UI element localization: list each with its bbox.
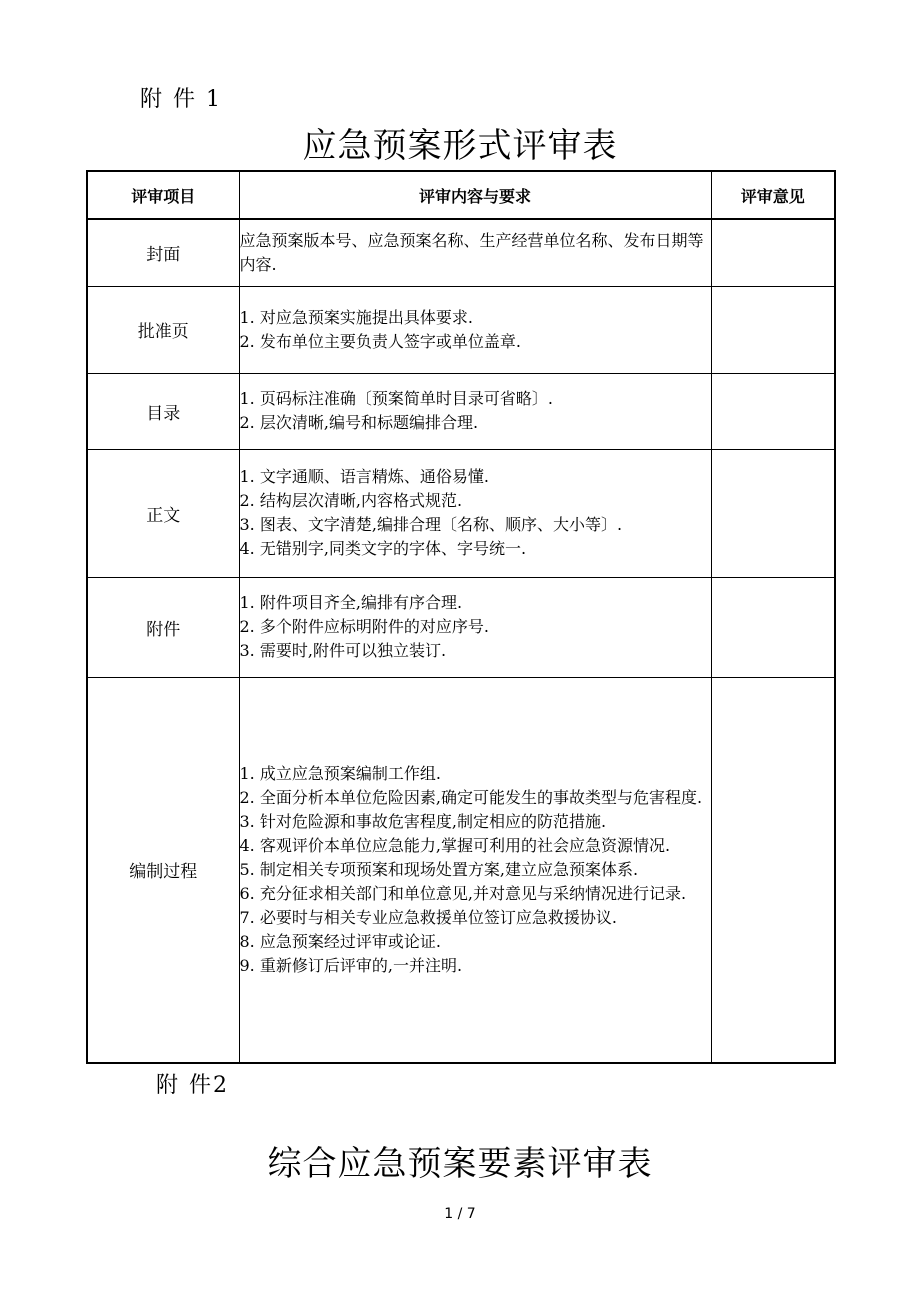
requirement-line: 3. 需要时,附件可以独立装订. (239, 641, 447, 660)
attachment-1-label: 附 件 1 (140, 87, 222, 112)
page-indicator: 1 / 7 (444, 1206, 476, 1222)
row-content (239, 577, 711, 677)
row-content (239, 286, 711, 373)
requirement-line: 5. 制定相关专项预案和现场处置方案,建立应急预案体系. (239, 859, 639, 879)
row-content (239, 449, 711, 577)
row-item: 附件 (87, 577, 239, 677)
row-attachments (87, 577, 835, 677)
requirement-line: 9. 重新修订后评审的,一并注明. (239, 955, 463, 975)
review-table (86, 170, 836, 1064)
row-item: 正文 (87, 449, 239, 577)
opinion-cell[interactable] (711, 286, 835, 373)
opinion-cell[interactable] (711, 373, 835, 449)
requirement-line: 1. 文字通顺、语言精炼、通俗易懂. (239, 467, 489, 486)
requirement-line: 1. 附件项目齐全,编排有序合理. (239, 593, 463, 612)
requirement-line: 1. 对应急预案实施提出具体要求. (239, 307, 473, 327)
requirement-line: 2. 多个附件应标明附件的对应序号. (239, 617, 489, 636)
next-form-title: 综合应急预案要素评审表 (267, 1144, 653, 1184)
opinion-cell[interactable] (711, 449, 835, 577)
requirement-line: 4. 无错别字,同类文字的字体、字号统一. (239, 539, 527, 558)
opinion-cell[interactable] (711, 677, 835, 1063)
row-item: 目录 (87, 373, 239, 449)
row-body (87, 449, 835, 577)
opinion-cell[interactable] (711, 219, 835, 286)
header-opinion: 评审意见 (711, 171, 835, 219)
row-contents (87, 373, 835, 449)
row-content (239, 677, 711, 1063)
header-content: 评审内容与要求 (239, 171, 711, 219)
row-item: 封面 (87, 219, 239, 286)
attachment-2-label: 附 件2 (156, 1073, 229, 1098)
header-row (87, 171, 835, 219)
row-item: 编制过程 (87, 677, 239, 1063)
requirement-line: 1. 成立应急预案编制工作组. (239, 763, 441, 783)
header-item: 评审项目 (87, 171, 239, 219)
opinion-cell[interactable] (711, 577, 835, 677)
requirement-line: 2. 层次清晰,编号和标题编排合理. (239, 413, 479, 432)
row-cover (87, 219, 835, 286)
requirement-line: 6. 充分征求相关部门和单位意见,并对意见与采纳情况进行记录. (239, 883, 687, 903)
requirement-line: 1. 页码标注准确〔预案简单时目录可省略〕. (239, 389, 553, 408)
row-item: 批准页 (87, 286, 239, 373)
requirement-line: 7. 必要时与相关专业应急救援单位签订应急救援协议. (239, 907, 617, 927)
row-process (87, 677, 835, 1063)
form-title: 应急预案形式评审表 (302, 126, 618, 166)
requirement-line: 3. 针对危险源和事故危害程度,制定相应的防范措施. (239, 811, 607, 831)
requirement-line: 2. 全面分析本单位危险因素,确定可能发生的事故类型与危害程度. (239, 787, 703, 807)
requirement-line: 2. 发布单位主要负责人签字或单位盖章. (239, 331, 521, 351)
row-content (239, 373, 711, 449)
requirement-line: 8. 应急预案经过评审或论证. (239, 931, 441, 951)
row-approval (87, 286, 835, 373)
row-content (239, 219, 711, 286)
requirement-line: 3. 图表、文字清楚,编排合理〔名称、顺序、大小等〕. (239, 515, 623, 534)
requirement-line: 4. 客观评价本单位应急能力,掌握可利用的社会应急资源情况. (239, 835, 671, 855)
requirement-line: 2. 结构层次清晰,内容格式规范. (239, 491, 463, 510)
requirement-line: 应急预案版本号、应急预案名称、生产经营单位名称、发布日期等内容. (239, 230, 704, 274)
